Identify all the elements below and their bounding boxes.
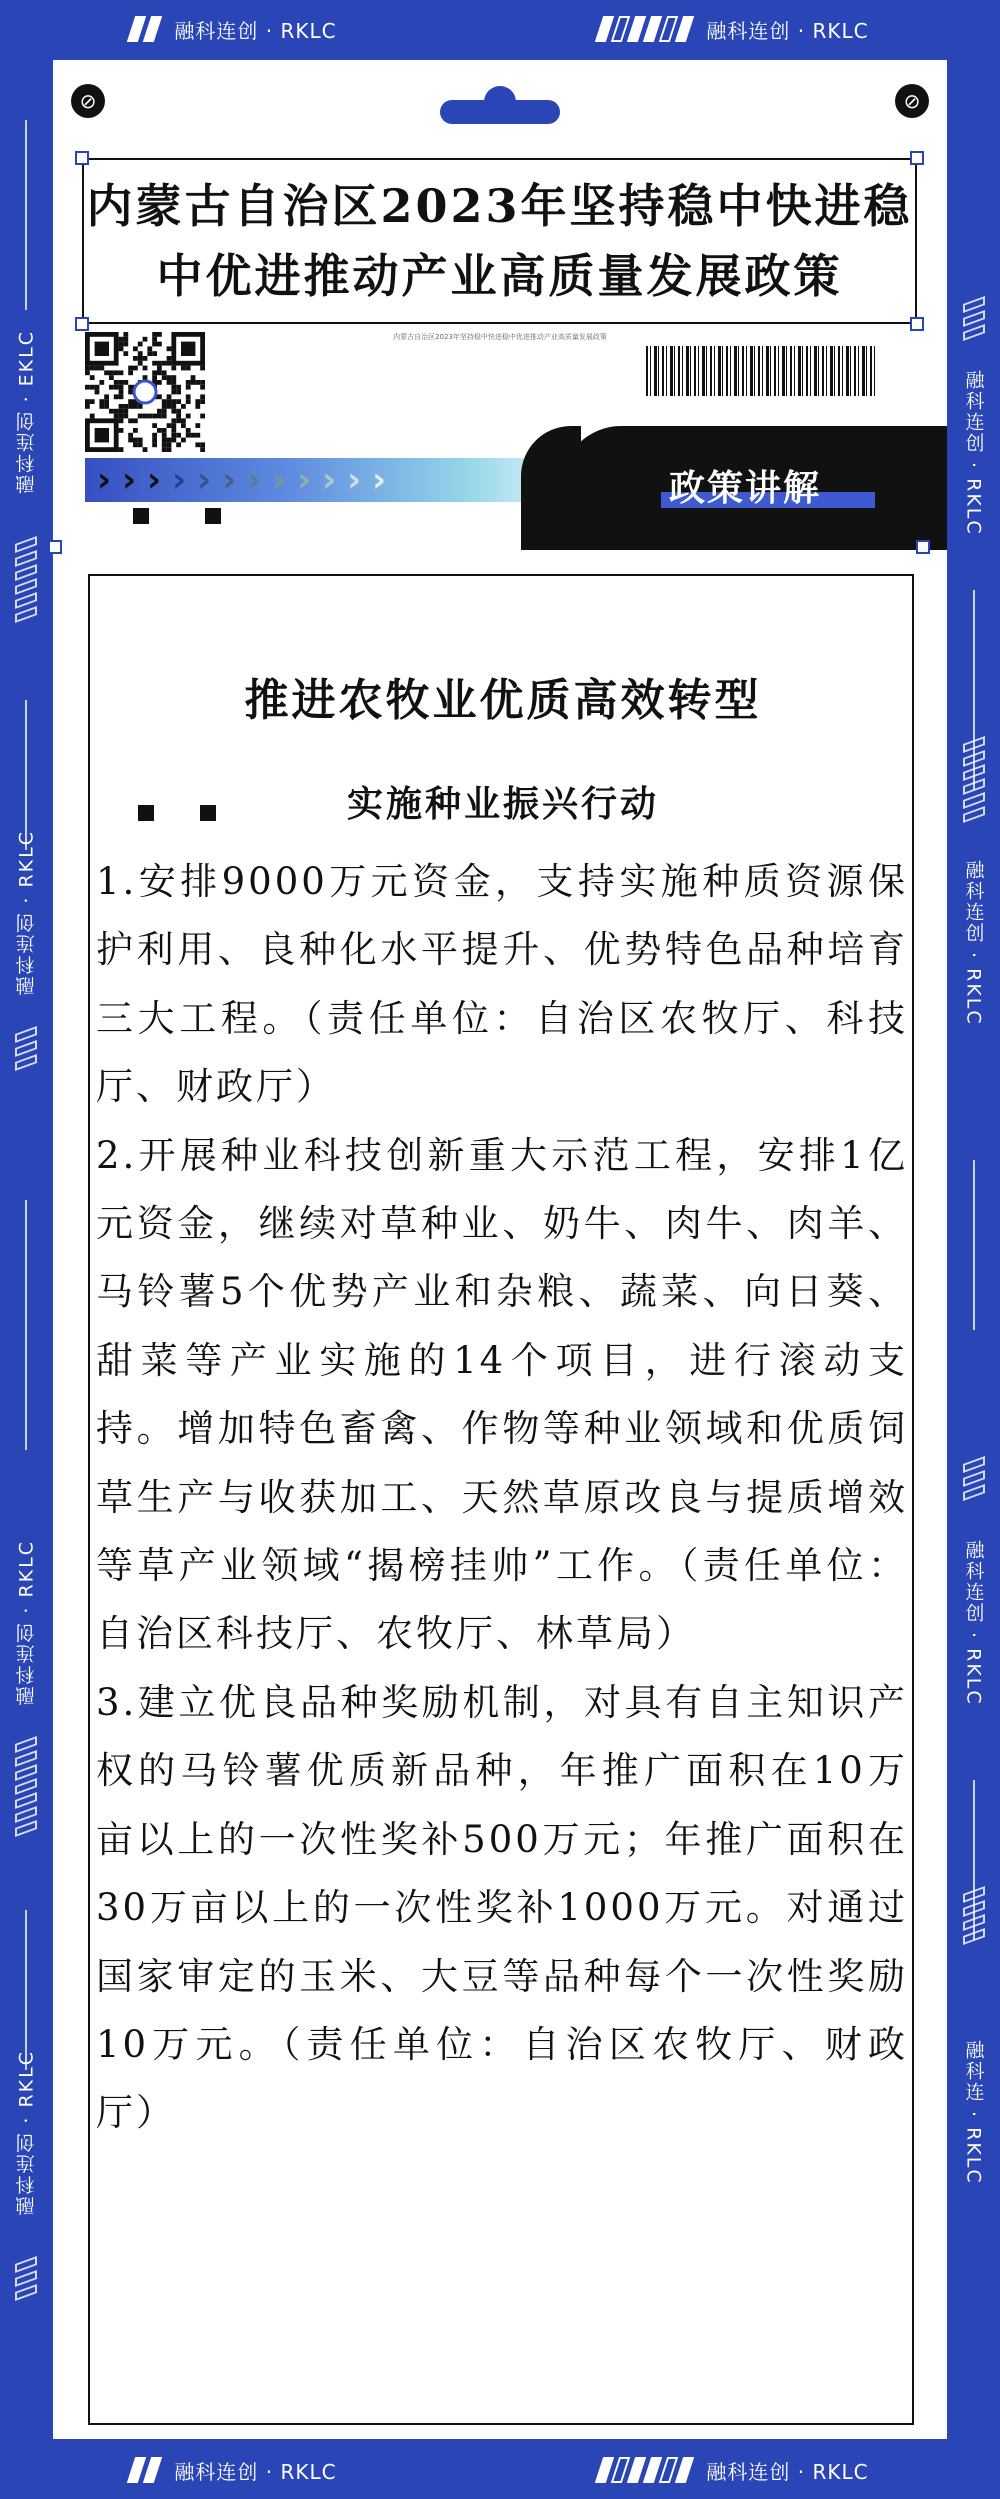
- divider: [25, 120, 27, 310]
- qr-code-icon: [85, 332, 205, 452]
- bottom-brand-bar: [0, 2441, 1000, 2499]
- divider: [25, 1200, 27, 1450]
- right-side-decor: [948, 60, 1000, 2440]
- side-brand-label: 融科连创 · RKLC: [15, 2050, 38, 2216]
- selection-handle-icon: [48, 540, 62, 554]
- divider: [25, 1910, 27, 2070]
- policy-item: 2.开展种业科技创新重大示范工程，安排1亿元资金，继续对草种业、奶牛、肉牛、肉羊、马铃薯5个优势产业和杂粮、蔬菜、向日葵、甜菜等产业实施的14个项目，进行滚动支持。增加特色畜禽、作物等种业领域和优质饲草生产与收获加工、天然草原改良与提质增效等草产业领域“揭榜挂帅”工作。（责任单位：自治区科技厅、农牧厅、林草局）: [96, 1133, 908, 1656]
- slash-circle-icon: ⊘: [71, 84, 105, 118]
- policy-item: 1.安排9000万元资金，支持实施种质资源保护利用、良种化水平提升、优势特色品种培育三大工程。（责任单位：自治区农牧厅、科技厅、财政厅）: [96, 860, 908, 1109]
- divider: [973, 1160, 975, 1330]
- parallelogram-decor-icon: [963, 1460, 985, 1497]
- brand-label: 融科连创 · RKLC: [706, 18, 869, 43]
- tab-label-text: 政策讲解: [669, 467, 822, 509]
- tab-policy-explain: [561, 426, 947, 550]
- title-box: [82, 158, 917, 324]
- barcode-icon: [646, 346, 876, 396]
- brand-item: [131, 2456, 336, 2485]
- parallelogram-decor-icon: [963, 740, 985, 819]
- slash-circle-icon: ⊘: [895, 84, 929, 118]
- parallelogram-decor-icon: [963, 1890, 985, 1941]
- brand-label: 融科连创 · RKLC: [706, 2459, 869, 2484]
- policy-list: [96, 848, 908, 2148]
- page-title-line: 中优进推动产业高质量发展政策: [156, 249, 843, 303]
- chevron-right-icon: ›: [347, 460, 362, 500]
- parallelogram-decor-icon: [15, 1030, 37, 1067]
- content-box: [88, 574, 914, 2425]
- chevron-right-icon: ›: [222, 460, 237, 500]
- slash-decor-icon: [599, 16, 690, 42]
- brand-label: 融科连创 · RKLC: [174, 2459, 337, 2484]
- sub-title: 实施种业振兴行动: [346, 784, 659, 825]
- side-brand-label: 融科连创 · RKLC: [962, 370, 985, 536]
- parallelogram-decor-icon: [15, 540, 37, 619]
- selection-handle-icon: [910, 317, 924, 331]
- slash-decor-icon: [599, 2457, 690, 2483]
- title-caption: 内蒙古自治区2023年坚持稳中快进稳中优进推动产业高质量发展政策: [393, 333, 607, 341]
- chevron-right-icon: ›: [97, 460, 112, 500]
- poster-card: [53, 60, 947, 2439]
- selection-handle-icon: [75, 151, 89, 165]
- side-brand-label: 融科连创 · RKLC: [962, 1540, 985, 1706]
- chevron-right-icon: ›: [247, 460, 262, 500]
- hanger-tab-icon: [440, 100, 560, 124]
- slash-decor-icon: [131, 16, 158, 42]
- divider: [25, 700, 27, 850]
- side-brand-label: 融科连创 · RKLC: [15, 830, 38, 996]
- slash-decor-icon: [131, 2457, 158, 2483]
- square-decor-icon: [133, 508, 149, 524]
- selection-handle-icon: [75, 317, 89, 331]
- brand-label: 融科连创 · RKLC: [174, 18, 337, 43]
- side-brand-label: 融科连 · RKLC: [962, 2040, 985, 2185]
- side-brand-label: 融科连创 · RKLC: [15, 1540, 38, 1706]
- parallelogram-decor-icon: [15, 2260, 37, 2297]
- page-title-line: 内蒙古自治区2023年坚持稳中快进稳: [86, 179, 913, 233]
- square-decor-icon: [205, 508, 221, 524]
- chevron-right-icon: ›: [147, 460, 162, 500]
- left-side-decor: [0, 60, 52, 2440]
- chevron-right-icon: ›: [122, 460, 137, 500]
- chevron-right-icon: ›: [372, 460, 387, 500]
- policy-item: 3.建立优良品种奖励机制，对具有自主知识产权的马铃薯优质新品种，年推广面积在10万亩以上的一次性奖补500万元；年推广面积在30万亩以上的一次性奖补1000万元。对通过国家审定的玉米、大豆等品种每个一次性奖励10万元。（责任单位：自治区农牧厅、财政厅）: [96, 1680, 908, 2135]
- chevron-right-icon: ›: [197, 460, 212, 500]
- tab-label: [669, 460, 821, 511]
- parallelogram-decor-icon: [15, 1740, 37, 1833]
- brand-item: [599, 15, 868, 44]
- parallelogram-decor-icon: [963, 300, 985, 337]
- top-brand-bar: [0, 0, 1000, 58]
- chevron-right-icon: ›: [172, 460, 187, 500]
- side-brand-label: 融科连创 · EKLC: [15, 330, 38, 495]
- brand-item: [131, 15, 336, 44]
- selection-handle-icon: [910, 151, 924, 165]
- side-brand-label: 融科连创 · RKLC: [962, 860, 985, 1026]
- section-title: 推进农牧业优质高效转型: [244, 675, 762, 726]
- chevron-right-icon: ›: [297, 460, 312, 500]
- chevron-right-icon: ›: [322, 460, 337, 500]
- brand-item: [599, 2456, 868, 2485]
- chevron-right-icon: ›: [272, 460, 287, 500]
